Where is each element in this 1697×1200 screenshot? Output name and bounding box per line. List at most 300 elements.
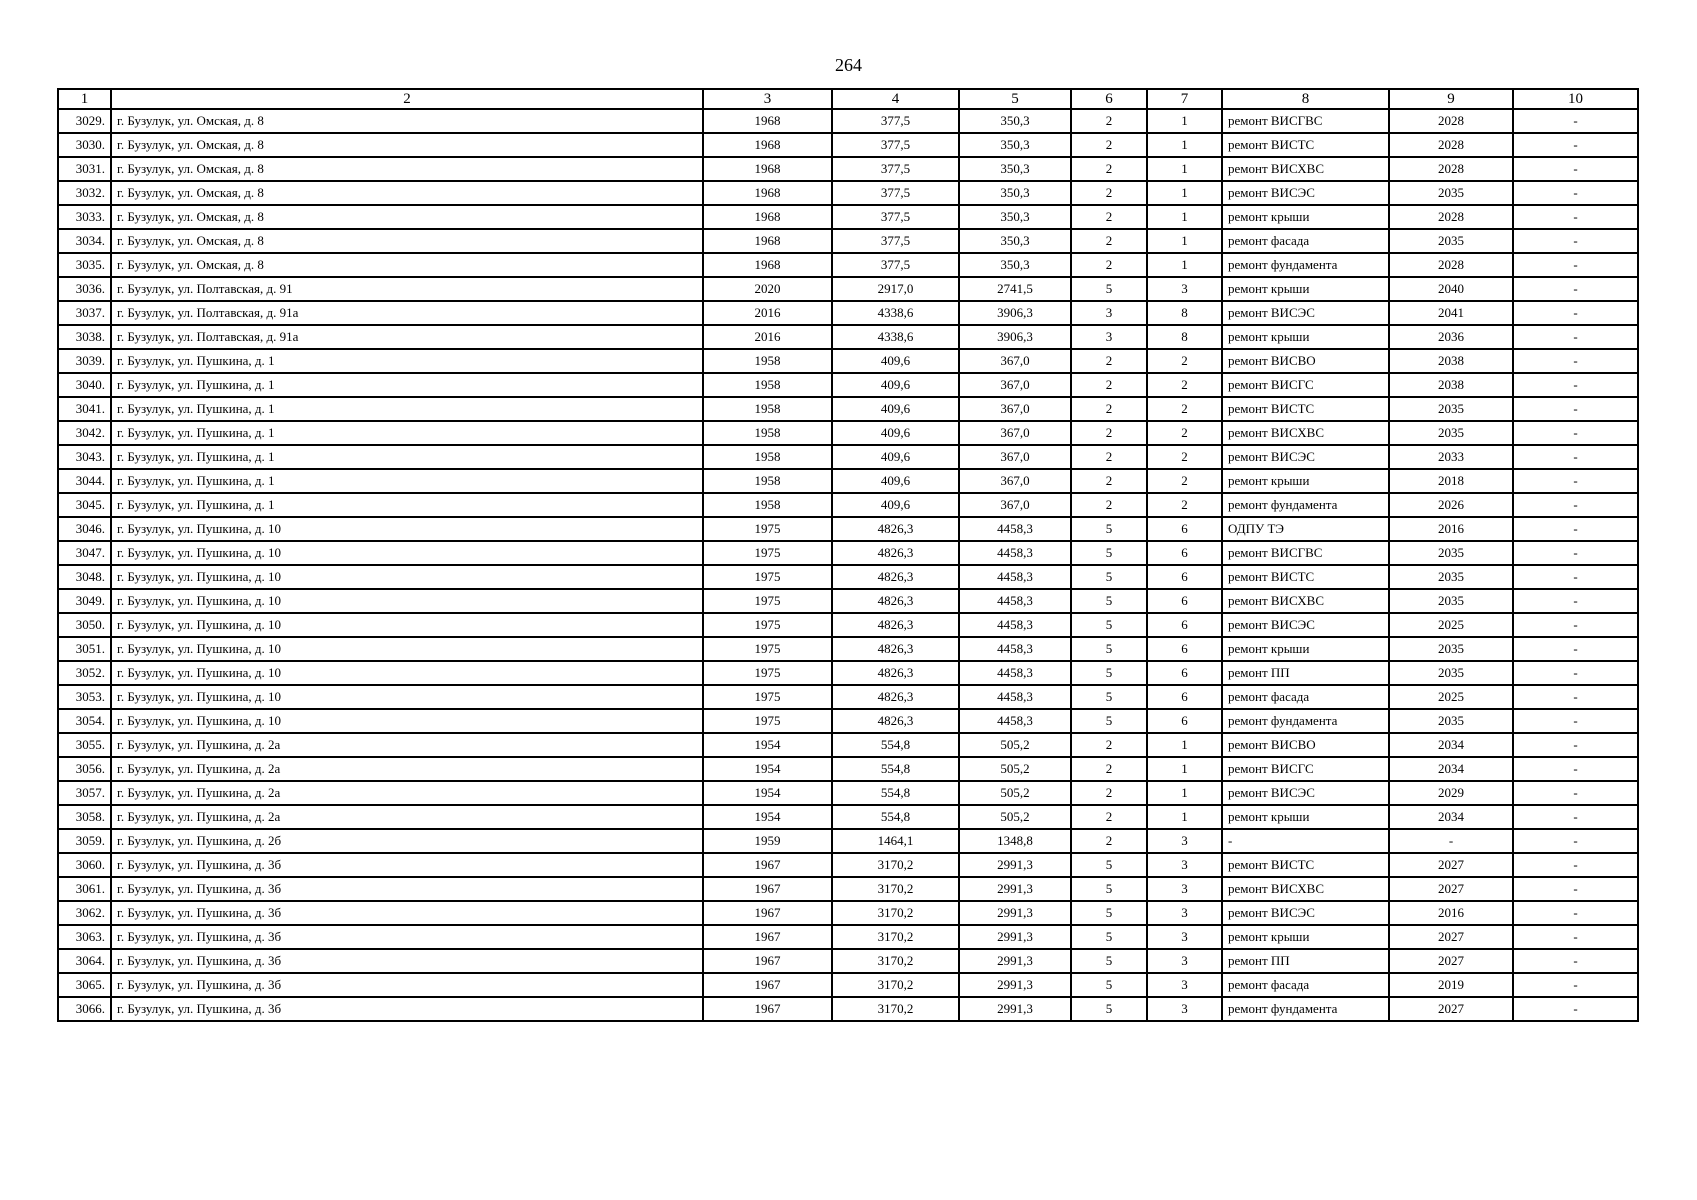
address-cell: г. Бузулук, ул. Пушкина, д. 10 bbox=[111, 565, 703, 589]
planned-year-cell: 2035 bbox=[1389, 565, 1513, 589]
residential-area-cell: 4458,3 bbox=[959, 541, 1071, 565]
row-number-cell: 3032. bbox=[58, 181, 111, 205]
residential-area-cell: 4458,3 bbox=[959, 613, 1071, 637]
address-cell: г. Бузулук, ул. Пушкина, д. 2б bbox=[111, 829, 703, 853]
entrances-cell: 6 bbox=[1147, 517, 1222, 541]
planned-year-cell: 2034 bbox=[1389, 757, 1513, 781]
address-cell: г. Бузулук, ул. Пушкина, д. 10 bbox=[111, 541, 703, 565]
row-number-cell: 3063. bbox=[58, 925, 111, 949]
year-built-cell: 1975 bbox=[703, 541, 832, 565]
planned-year-cell: 2028 bbox=[1389, 109, 1513, 133]
floors-cell: 5 bbox=[1071, 637, 1147, 661]
year-built-cell: 1975 bbox=[703, 661, 832, 685]
entrances-cell: 6 bbox=[1147, 661, 1222, 685]
planned-year-cell: 2035 bbox=[1389, 709, 1513, 733]
row-number-cell: 3033. bbox=[58, 205, 111, 229]
year-built-cell: 1975 bbox=[703, 517, 832, 541]
table-row bbox=[58, 229, 1638, 253]
address-cell: г. Бузулук, ул. Пушкина, д. 2а bbox=[111, 757, 703, 781]
row-number-cell: 3035. bbox=[58, 253, 111, 277]
planned-year-cell: 2035 bbox=[1389, 229, 1513, 253]
work-type-cell: ремонт ВИСТС bbox=[1222, 853, 1389, 877]
column-header: 5 bbox=[959, 89, 1071, 109]
address-cell: г. Бузулук, ул. Пушкина, д. 2а bbox=[111, 781, 703, 805]
entrances-cell: 3 bbox=[1147, 925, 1222, 949]
total-area-cell: 409,6 bbox=[832, 493, 959, 517]
table-row bbox=[58, 853, 1638, 877]
planned-year-cell: 2035 bbox=[1389, 661, 1513, 685]
year-built-cell: 1968 bbox=[703, 253, 832, 277]
floors-cell: 2 bbox=[1071, 757, 1147, 781]
planned-year-cell: 2034 bbox=[1389, 805, 1513, 829]
note-cell: - bbox=[1513, 661, 1638, 685]
work-type-cell: ОДПУ ТЭ bbox=[1222, 517, 1389, 541]
planned-year-cell: 2016 bbox=[1389, 901, 1513, 925]
column-header: 6 bbox=[1071, 89, 1147, 109]
residential-area-cell: 2991,3 bbox=[959, 853, 1071, 877]
table-row bbox=[58, 421, 1638, 445]
table-row bbox=[58, 469, 1638, 493]
total-area-cell: 4826,3 bbox=[832, 565, 959, 589]
year-built-cell: 2016 bbox=[703, 301, 832, 325]
row-number-cell: 3053. bbox=[58, 685, 111, 709]
total-area-cell: 4338,6 bbox=[832, 325, 959, 349]
row-number-cell: 3052. bbox=[58, 661, 111, 685]
row-number-cell: 3029. bbox=[58, 109, 111, 133]
work-type-cell: ремонт ВИСГВС bbox=[1222, 109, 1389, 133]
floors-cell: 2 bbox=[1071, 205, 1147, 229]
work-type-cell: ремонт ВИСГС bbox=[1222, 757, 1389, 781]
entrances-cell: 8 bbox=[1147, 325, 1222, 349]
note-cell: - bbox=[1513, 205, 1638, 229]
note-cell: - bbox=[1513, 445, 1638, 469]
floors-cell: 5 bbox=[1071, 565, 1147, 589]
column-header: 10 bbox=[1513, 89, 1638, 109]
note-cell: - bbox=[1513, 973, 1638, 997]
entrances-cell: 3 bbox=[1147, 277, 1222, 301]
planned-year-cell: 2028 bbox=[1389, 133, 1513, 157]
total-area-cell: 2917,0 bbox=[832, 277, 959, 301]
residential-area-cell: 367,0 bbox=[959, 421, 1071, 445]
work-type-cell: ремонт ВИСХВС bbox=[1222, 589, 1389, 613]
note-cell: - bbox=[1513, 469, 1638, 493]
row-number-cell: 3065. bbox=[58, 973, 111, 997]
residential-area-cell: 4458,3 bbox=[959, 709, 1071, 733]
address-cell: г. Бузулук, ул. Омская, д. 8 bbox=[111, 133, 703, 157]
table-row bbox=[58, 181, 1638, 205]
note-cell: - bbox=[1513, 877, 1638, 901]
table-row bbox=[58, 685, 1638, 709]
address-cell: г. Бузулук, ул. Пушкина, д. 3б bbox=[111, 853, 703, 877]
total-area-cell: 4826,3 bbox=[832, 661, 959, 685]
address-cell: г. Бузулук, ул. Пушкина, д. 10 bbox=[111, 709, 703, 733]
year-built-cell: 1954 bbox=[703, 733, 832, 757]
work-type-cell: ремонт крыши bbox=[1222, 805, 1389, 829]
work-type-cell: ремонт ВИСЭС bbox=[1222, 901, 1389, 925]
repair-schedule-table bbox=[57, 88, 1639, 1022]
total-area-cell: 377,5 bbox=[832, 205, 959, 229]
floors-cell: 2 bbox=[1071, 397, 1147, 421]
table-row bbox=[58, 325, 1638, 349]
total-area-cell: 409,6 bbox=[832, 421, 959, 445]
entrances-cell: 6 bbox=[1147, 709, 1222, 733]
work-type-cell: ремонт ВИСВО bbox=[1222, 733, 1389, 757]
residential-area-cell: 2741,5 bbox=[959, 277, 1071, 301]
year-built-cell: 1968 bbox=[703, 181, 832, 205]
column-header: 2 bbox=[111, 89, 703, 109]
residential-area-cell: 4458,3 bbox=[959, 661, 1071, 685]
row-number-cell: 3039. bbox=[58, 349, 111, 373]
address-cell: г. Бузулук, ул. Пушкина, д. 1 bbox=[111, 397, 703, 421]
work-type-cell: ремонт фундамента bbox=[1222, 709, 1389, 733]
planned-year-cell: 2019 bbox=[1389, 973, 1513, 997]
residential-area-cell: 505,2 bbox=[959, 733, 1071, 757]
note-cell: - bbox=[1513, 229, 1638, 253]
note-cell: - bbox=[1513, 109, 1638, 133]
row-number-cell: 3054. bbox=[58, 709, 111, 733]
total-area-cell: 4826,3 bbox=[832, 709, 959, 733]
work-type-cell: ремонт крыши bbox=[1222, 205, 1389, 229]
floors-cell: 5 bbox=[1071, 613, 1147, 637]
year-built-cell: 1958 bbox=[703, 373, 832, 397]
total-area-cell: 3170,2 bbox=[832, 877, 959, 901]
year-built-cell: 1975 bbox=[703, 685, 832, 709]
entrances-cell: 1 bbox=[1147, 733, 1222, 757]
address-cell: г. Бузулук, ул. Пушкина, д. 10 bbox=[111, 637, 703, 661]
total-area-cell: 4826,3 bbox=[832, 613, 959, 637]
planned-year-cell: 2027 bbox=[1389, 949, 1513, 973]
total-area-cell: 409,6 bbox=[832, 349, 959, 373]
address-cell: г. Бузулук, ул. Пушкина, д. 3б bbox=[111, 925, 703, 949]
total-area-cell: 3170,2 bbox=[832, 853, 959, 877]
row-number-cell: 3062. bbox=[58, 901, 111, 925]
entrances-cell: 6 bbox=[1147, 589, 1222, 613]
work-type-cell: ремонт ВИСЭС bbox=[1222, 181, 1389, 205]
row-number-cell: 3036. bbox=[58, 277, 111, 301]
work-type-cell: ремонт ВИСЭС bbox=[1222, 445, 1389, 469]
total-area-cell: 554,8 bbox=[832, 781, 959, 805]
planned-year-cell: 2038 bbox=[1389, 373, 1513, 397]
floors-cell: 2 bbox=[1071, 253, 1147, 277]
note-cell: - bbox=[1513, 709, 1638, 733]
entrances-cell: 3 bbox=[1147, 949, 1222, 973]
note-cell: - bbox=[1513, 949, 1638, 973]
table-row bbox=[58, 613, 1638, 637]
total-area-cell: 4826,3 bbox=[832, 589, 959, 613]
floors-cell: 2 bbox=[1071, 733, 1147, 757]
total-area-cell: 409,6 bbox=[832, 373, 959, 397]
total-area-cell: 409,6 bbox=[832, 445, 959, 469]
work-type-cell: - bbox=[1222, 829, 1389, 853]
address-cell: г. Бузулук, ул. Пушкина, д. 10 bbox=[111, 517, 703, 541]
row-number-cell: 3043. bbox=[58, 445, 111, 469]
residential-area-cell: 350,3 bbox=[959, 157, 1071, 181]
planned-year-cell: 2038 bbox=[1389, 349, 1513, 373]
address-cell: г. Бузулук, ул. Пушкина, д. 10 bbox=[111, 685, 703, 709]
floors-cell: 5 bbox=[1071, 541, 1147, 565]
table-row bbox=[58, 133, 1638, 157]
floors-cell: 3 bbox=[1071, 301, 1147, 325]
year-built-cell: 1975 bbox=[703, 709, 832, 733]
address-cell: г. Бузулук, ул. Пушкина, д. 1 bbox=[111, 445, 703, 469]
entrances-cell: 6 bbox=[1147, 613, 1222, 637]
floors-cell: 5 bbox=[1071, 517, 1147, 541]
row-number-cell: 3046. bbox=[58, 517, 111, 541]
table-row bbox=[58, 733, 1638, 757]
year-built-cell: 1968 bbox=[703, 133, 832, 157]
residential-area-cell: 367,0 bbox=[959, 493, 1071, 517]
planned-year-cell: 2027 bbox=[1389, 997, 1513, 1021]
note-cell: - bbox=[1513, 181, 1638, 205]
residential-area-cell: 367,0 bbox=[959, 349, 1071, 373]
year-built-cell: 1967 bbox=[703, 973, 832, 997]
row-number-cell: 3042. bbox=[58, 421, 111, 445]
row-number-cell: 3030. bbox=[58, 133, 111, 157]
table-row bbox=[58, 805, 1638, 829]
note-cell: - bbox=[1513, 517, 1638, 541]
table-row bbox=[58, 877, 1638, 901]
note-cell: - bbox=[1513, 277, 1638, 301]
column-header: 4 bbox=[832, 89, 959, 109]
year-built-cell: 1967 bbox=[703, 877, 832, 901]
page-number: 264 bbox=[835, 55, 862, 75]
entrances-cell: 2 bbox=[1147, 493, 1222, 517]
year-built-cell: 1967 bbox=[703, 997, 832, 1021]
table-row bbox=[58, 781, 1638, 805]
residential-area-cell: 505,2 bbox=[959, 781, 1071, 805]
year-built-cell: 1968 bbox=[703, 109, 832, 133]
floors-cell: 2 bbox=[1071, 181, 1147, 205]
work-type-cell: ремонт ПП bbox=[1222, 661, 1389, 685]
total-area-cell: 4826,3 bbox=[832, 637, 959, 661]
note-cell: - bbox=[1513, 493, 1638, 517]
floors-cell: 5 bbox=[1071, 973, 1147, 997]
year-built-cell: 1954 bbox=[703, 805, 832, 829]
residential-area-cell: 1348,8 bbox=[959, 829, 1071, 853]
row-number-cell: 3058. bbox=[58, 805, 111, 829]
address-cell: г. Бузулук, ул. Пушкина, д. 3б bbox=[111, 901, 703, 925]
row-number-cell: 3037. bbox=[58, 301, 111, 325]
note-cell: - bbox=[1513, 397, 1638, 421]
total-area-cell: 377,5 bbox=[832, 181, 959, 205]
planned-year-cell: 2035 bbox=[1389, 397, 1513, 421]
total-area-cell: 409,6 bbox=[832, 397, 959, 421]
year-built-cell: 1975 bbox=[703, 589, 832, 613]
total-area-cell: 4826,3 bbox=[832, 541, 959, 565]
work-type-cell: ремонт ВИСХВС bbox=[1222, 157, 1389, 181]
planned-year-cell: 2040 bbox=[1389, 277, 1513, 301]
note-cell: - bbox=[1513, 349, 1638, 373]
note-cell: - bbox=[1513, 565, 1638, 589]
planned-year-cell: 2026 bbox=[1389, 493, 1513, 517]
row-number-cell: 3047. bbox=[58, 541, 111, 565]
note-cell: - bbox=[1513, 901, 1638, 925]
note-cell: - bbox=[1513, 685, 1638, 709]
column-header: 8 bbox=[1222, 89, 1389, 109]
work-type-cell: ремонт фасада bbox=[1222, 229, 1389, 253]
floors-cell: 2 bbox=[1071, 229, 1147, 253]
year-built-cell: 1975 bbox=[703, 637, 832, 661]
entrances-cell: 1 bbox=[1147, 805, 1222, 829]
row-number-cell: 3040. bbox=[58, 373, 111, 397]
planned-year-cell: 2016 bbox=[1389, 517, 1513, 541]
address-cell: г. Бузулук, ул. Полтавская, д. 91а bbox=[111, 325, 703, 349]
entrances-cell: 3 bbox=[1147, 829, 1222, 853]
table-row bbox=[58, 997, 1638, 1021]
note-cell: - bbox=[1513, 757, 1638, 781]
table-row bbox=[58, 445, 1638, 469]
table-row bbox=[58, 661, 1638, 685]
address-cell: г. Бузулук, ул. Омская, д. 8 bbox=[111, 181, 703, 205]
address-cell: г. Бузулук, ул. Омская, д. 8 bbox=[111, 229, 703, 253]
residential-area-cell: 505,2 bbox=[959, 757, 1071, 781]
planned-year-cell: 2028 bbox=[1389, 157, 1513, 181]
entrances-cell: 3 bbox=[1147, 853, 1222, 877]
row-number-cell: 3059. bbox=[58, 829, 111, 853]
address-cell: г. Бузулук, ул. Пушкина, д. 2а bbox=[111, 733, 703, 757]
entrances-cell: 1 bbox=[1147, 157, 1222, 181]
note-cell: - bbox=[1513, 613, 1638, 637]
planned-year-cell: 2035 bbox=[1389, 181, 1513, 205]
entrances-cell: 1 bbox=[1147, 109, 1222, 133]
work-type-cell: ремонт ВИСЭС bbox=[1222, 781, 1389, 805]
year-built-cell: 1968 bbox=[703, 205, 832, 229]
table-body bbox=[58, 109, 1638, 1021]
row-number-cell: 3056. bbox=[58, 757, 111, 781]
residential-area-cell: 2991,3 bbox=[959, 949, 1071, 973]
entrances-cell: 8 bbox=[1147, 301, 1222, 325]
note-cell: - bbox=[1513, 805, 1638, 829]
residential-area-cell: 350,3 bbox=[959, 133, 1071, 157]
planned-year-cell: 2025 bbox=[1389, 613, 1513, 637]
row-number-cell: 3055. bbox=[58, 733, 111, 757]
work-type-cell: ремонт крыши bbox=[1222, 637, 1389, 661]
table-row bbox=[58, 253, 1638, 277]
entrances-cell: 1 bbox=[1147, 205, 1222, 229]
entrances-cell: 6 bbox=[1147, 637, 1222, 661]
entrances-cell: 2 bbox=[1147, 349, 1222, 373]
note-cell: - bbox=[1513, 925, 1638, 949]
total-area-cell: 1464,1 bbox=[832, 829, 959, 853]
planned-year-cell: 2027 bbox=[1389, 853, 1513, 877]
work-type-cell: ремонт ВИСТС bbox=[1222, 565, 1389, 589]
entrances-cell: 6 bbox=[1147, 685, 1222, 709]
year-built-cell: 1967 bbox=[703, 949, 832, 973]
work-type-cell: ремонт фундамента bbox=[1222, 493, 1389, 517]
floors-cell: 5 bbox=[1071, 685, 1147, 709]
entrances-cell: 2 bbox=[1147, 445, 1222, 469]
residential-area-cell: 4458,3 bbox=[959, 685, 1071, 709]
residential-area-cell: 4458,3 bbox=[959, 589, 1071, 613]
year-built-cell: 1958 bbox=[703, 349, 832, 373]
entrances-cell: 1 bbox=[1147, 781, 1222, 805]
row-number-cell: 3034. bbox=[58, 229, 111, 253]
column-header: 9 bbox=[1389, 89, 1513, 109]
work-type-cell: ремонт ВИСТС bbox=[1222, 397, 1389, 421]
residential-area-cell: 4458,3 bbox=[959, 637, 1071, 661]
residential-area-cell: 350,3 bbox=[959, 229, 1071, 253]
floors-cell: 5 bbox=[1071, 589, 1147, 613]
address-cell: г. Бузулук, ул. Пушкина, д. 1 bbox=[111, 493, 703, 517]
entrances-cell: 1 bbox=[1147, 181, 1222, 205]
planned-year-cell: 2034 bbox=[1389, 733, 1513, 757]
row-number-cell: 3050. bbox=[58, 613, 111, 637]
entrances-cell: 1 bbox=[1147, 757, 1222, 781]
table-row bbox=[58, 757, 1638, 781]
planned-year-cell: 2035 bbox=[1389, 637, 1513, 661]
entrances-cell: 2 bbox=[1147, 397, 1222, 421]
total-area-cell: 377,5 bbox=[832, 253, 959, 277]
entrances-cell: 3 bbox=[1147, 997, 1222, 1021]
work-type-cell: ремонт ВИСТС bbox=[1222, 133, 1389, 157]
total-area-cell: 377,5 bbox=[832, 133, 959, 157]
residential-area-cell: 367,0 bbox=[959, 469, 1071, 493]
total-area-cell: 3170,2 bbox=[832, 973, 959, 997]
residential-area-cell: 367,0 bbox=[959, 397, 1071, 421]
year-built-cell: 1958 bbox=[703, 421, 832, 445]
note-cell: - bbox=[1513, 997, 1638, 1021]
work-type-cell: ремонт ВИСЭС bbox=[1222, 613, 1389, 637]
floors-cell: 2 bbox=[1071, 133, 1147, 157]
planned-year-cell: 2041 bbox=[1389, 301, 1513, 325]
planned-year-cell: 2029 bbox=[1389, 781, 1513, 805]
planned-year-cell: 2025 bbox=[1389, 685, 1513, 709]
address-cell: г. Бузулук, ул. Пушкина, д. 3б bbox=[111, 949, 703, 973]
row-number-cell: 3031. bbox=[58, 157, 111, 181]
floors-cell: 2 bbox=[1071, 349, 1147, 373]
floors-cell: 2 bbox=[1071, 373, 1147, 397]
row-number-cell: 3041. bbox=[58, 397, 111, 421]
note-cell: - bbox=[1513, 253, 1638, 277]
note-cell: - bbox=[1513, 421, 1638, 445]
year-built-cell: 1975 bbox=[703, 613, 832, 637]
row-number-cell: 3051. bbox=[58, 637, 111, 661]
row-number-cell: 3049. bbox=[58, 589, 111, 613]
total-area-cell: 377,5 bbox=[832, 229, 959, 253]
entrances-cell: 2 bbox=[1147, 469, 1222, 493]
work-type-cell: ремонт ПП bbox=[1222, 949, 1389, 973]
row-number-cell: 3064. bbox=[58, 949, 111, 973]
floors-cell: 5 bbox=[1071, 661, 1147, 685]
table-row bbox=[58, 949, 1638, 973]
residential-area-cell: 3906,3 bbox=[959, 325, 1071, 349]
work-type-cell: ремонт ВИСЭС bbox=[1222, 301, 1389, 325]
table-row bbox=[58, 541, 1638, 565]
address-cell: г. Бузулук, ул. Омская, д. 8 bbox=[111, 157, 703, 181]
address-cell: г. Бузулук, ул. Пушкина, д. 2а bbox=[111, 805, 703, 829]
note-cell: - bbox=[1513, 373, 1638, 397]
total-area-cell: 554,8 bbox=[832, 757, 959, 781]
note-cell: - bbox=[1513, 541, 1638, 565]
entrances-cell: 2 bbox=[1147, 421, 1222, 445]
address-cell: г. Бузулук, ул. Пушкина, д. 10 bbox=[111, 589, 703, 613]
entrances-cell: 3 bbox=[1147, 877, 1222, 901]
residential-area-cell: 2991,3 bbox=[959, 901, 1071, 925]
table-row bbox=[58, 925, 1638, 949]
note-cell: - bbox=[1513, 853, 1638, 877]
planned-year-cell: 2036 bbox=[1389, 325, 1513, 349]
table-row bbox=[58, 637, 1638, 661]
work-type-cell: ремонт ВИСХВС bbox=[1222, 421, 1389, 445]
row-number-cell: 3066. bbox=[58, 997, 111, 1021]
year-built-cell: 1959 bbox=[703, 829, 832, 853]
residential-area-cell: 4458,3 bbox=[959, 517, 1071, 541]
table-row bbox=[58, 349, 1638, 373]
entrances-cell: 1 bbox=[1147, 229, 1222, 253]
table-row bbox=[58, 973, 1638, 997]
floors-cell: 5 bbox=[1071, 949, 1147, 973]
total-area-cell: 377,5 bbox=[832, 157, 959, 181]
